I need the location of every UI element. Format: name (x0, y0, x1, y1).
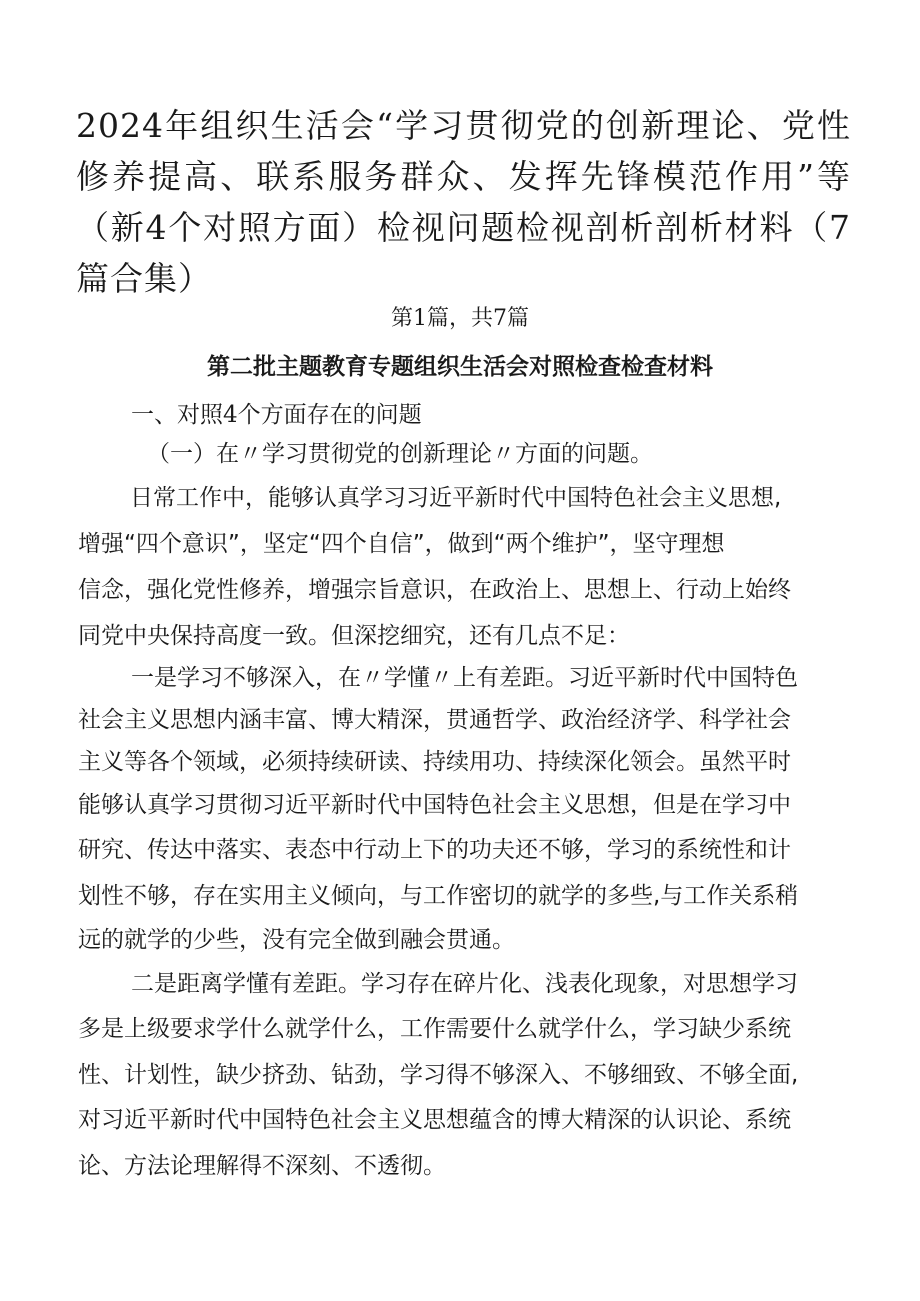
paragraph-line: 能够认真学习贯彻习近平新时代中国特色社会主义思想，但是在学习中 (78, 792, 791, 818)
heading-level-2: （一）在〃学习贯彻党的创新理论〃方面的问题。 (147, 441, 653, 467)
section-title: 第二批主题教育专题组织生活会对照检查检查材料 (207, 354, 713, 380)
paragraph-line: 对习近平新时代中国特色社会主义思想蕴含的博大精深的认识论、系统 (78, 1107, 791, 1133)
heading-level-1: 一、对照4个方面存在的问题 (131, 402, 422, 428)
paragraph-line: 社会主义思想内涵丰富、博大精深，贯通哲学、政治经济学、科学社会 (78, 707, 791, 733)
paragraph-line: 研究、传达中落实、表态中行动上下的功夫还不够，学习的系统性和计 (78, 837, 791, 863)
paragraph-line: 同党中央保持高度一致。但深挖细究，还有几点不足： (78, 623, 630, 649)
paragraph-line: 论、方法论理解得不深刻、不透彻。 (78, 1153, 446, 1179)
paragraph-line: 增强“四个意识”，坚定“四个自信”，做到“两个维护”，坚守理想 (78, 531, 725, 557)
section-counter: 第1篇，共7篇 (391, 306, 529, 331)
paragraph-line: 二是距离学懂有差距。学习存在碎片化、浅表化现象，对思想学习 (131, 971, 798, 997)
paragraph-line: 性、计划性，缺少挤劲、钻劲，学习得不够深入、不够细致、不够全面, (78, 1062, 799, 1088)
paragraph-line: 日常工作中，能够认真学习习近平新时代中国特色社会主义思想, (130, 485, 782, 511)
paragraph-line: 主义等各个领域，必须持续研读、持续用功、持续深化领会。虽然平时 (78, 749, 791, 775)
paragraph-line: 多是上级要求学什么就学什么，工作需要什么就学什么，学习缺少系统 (78, 1016, 791, 1042)
paragraph-line: 一是学习不够深入，在〃学懂〃上有差距。习近平新时代中国特色 (131, 665, 798, 691)
paragraph-line: 信念，强化党性修养，增强宗旨意识，在政治上、思想上、行动上始终 (78, 577, 791, 603)
document-title: 2024年组织生活会“学习贯彻党的创新理论、党性修养提高、联系服务群众、发挥先锋模范作用”等（新4个对照方面）检视问题检视剖析剖析材料（7篇合集） (76, 106, 851, 298)
paragraph-line: 划性不够，存在实用主义倾向，与工作密切的就学的多些,与工作关系稍 (78, 883, 799, 909)
paragraph-line: 远的就学的少些，没有完全做到融会贯通。 (78, 927, 515, 953)
